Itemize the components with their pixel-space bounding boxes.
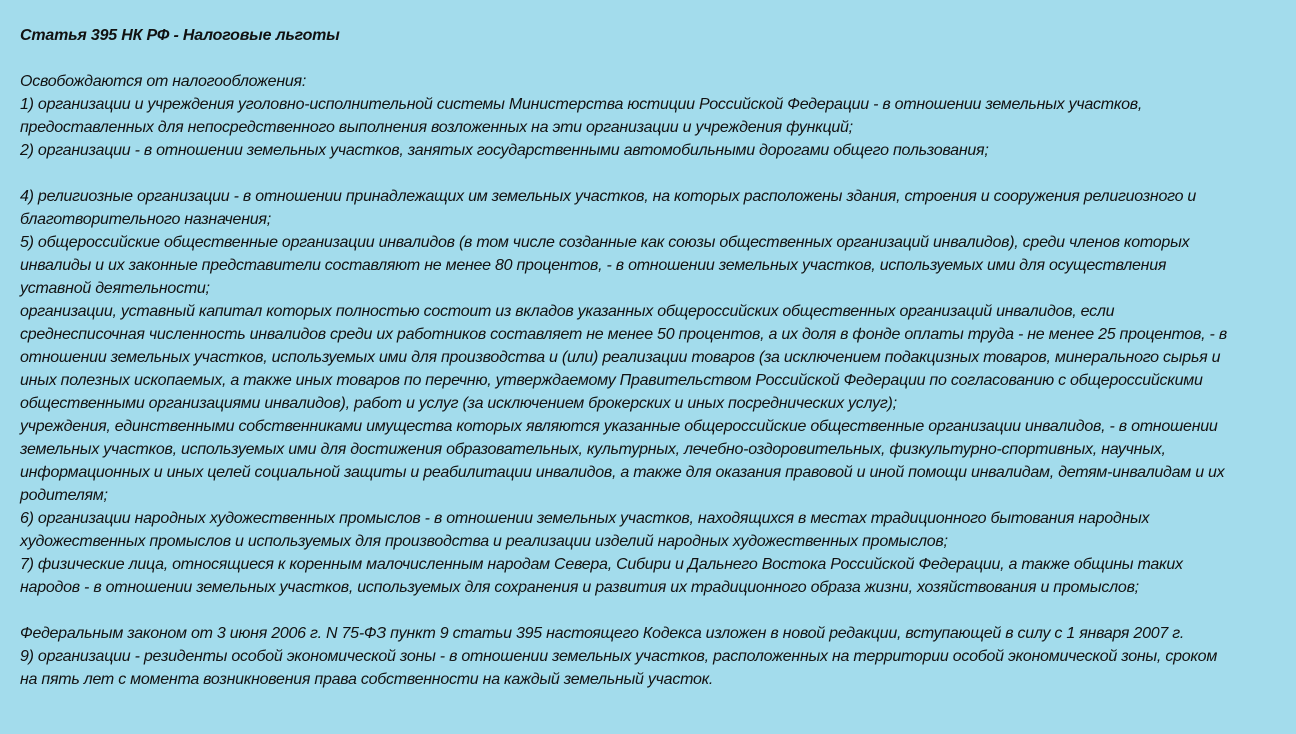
body-line: 5) общероссийские общественные организации инвалидов (в том числе созданные как союзы общественных организаций инвалидов), среди членов которых [20, 234, 1190, 251]
blank-line [20, 162, 1278, 185]
body-line: среднесписочная численность инвалидов среди их работников составляет не менее 50 процентов, а их доля в фонде оплаты труда - не менее 25 процентов, - в [20, 326, 1227, 343]
blank-line [20, 599, 1278, 622]
body-line: на пять лет с момента возникновения права собственности на каждый земельный участок. [20, 671, 714, 688]
body-line: предоставленных для непосредственного выполнения возложенных на эти организации и учреждения функций; [20, 119, 853, 136]
body-line: народов - в отношении земельных участков, используемых для сохранения и развития их традиционного образа жизни, хозяйствования и промыслов; [20, 579, 1139, 596]
body-line: организации, уставный капитал которых полностью состоит из вкладов указанных общероссийских общественных организаций инвалидов, если [20, 303, 1115, 320]
body-line: учреждения, единственными собственниками имущества которых являются указанные общероссийские общественные организации инвалидов, - в отношении [20, 418, 1218, 435]
body-line: 6) организации народных художественных промыслов - в отношении земельных участков, находящихся в местах традиционного бытования народных [20, 510, 1150, 527]
body-line: 7) физические лица, относящиеся к коренным малочисленным народам Севера, Сибири и Дальнего Востока Российской Федерации, а также общины таких [20, 556, 1183, 573]
body-line: иных полезных ископаемых, а также иных товаров по перечню, утверждаемому Правительством Российской Федерации по согласованию с общероссийскими [20, 372, 1203, 389]
body-line: 1) организации и учреждения уголовно-исполнительной системы Министерства юстиции Российской Федерации - в отношении земельных участков, [20, 96, 1143, 113]
body-line: отношении земельных участков, используемых ими для производства и (или) реализации товаров (за исключением подакцизных товаров, минерального сырья и [20, 349, 1221, 366]
body-line: земельных участков, используемых ими для достижения образовательных, культурных, лечебно-оздоровительных, физкультурно-спортивных, научных, [20, 441, 1166, 458]
body-line: общественными организациями инвалидов), работ и услуг (за исключением брокерских и иных посреднических услуг); [20, 395, 897, 412]
body-line: благотворительного назначения; [20, 211, 271, 228]
body-line: Федеральным законом от 3 июня 2006 г. N 75-ФЗ пункт 9 статьи 395 настоящего Кодекса изложен в новой редакции, вступающей в силу с 1 января 2007 г. [20, 625, 1185, 642]
document-title: Статья 395 НК РФ - Налоговые льготы [20, 27, 340, 44]
document-body [20, 70, 1278, 691]
body-line: информационных и иных целей социальной защиты и реабилитации инвалидов, а также для оказания правовой и иной помощи инвалидам, детям-инвалидам и их [20, 464, 1225, 481]
body-line: 9) организации - резиденты особой экономической зоны - в отношении земельных участков, расположенных на территории особой экономической зоны, сроком [20, 648, 1218, 665]
body-line: инвалиды и их законные представители составляют не менее 80 процентов, - в отношении земельных участков, используемых ими для осуществления [20, 257, 1167, 274]
body-line: Освобождаются от налогообложения: [20, 73, 307, 90]
body-line: 2) организации - в отношении земельных участков, занятых государственными автомобильными дорогами общего пользования; [20, 142, 989, 159]
body-line: родителям; [20, 487, 108, 504]
body-line: художественных промыслов и используемых для производства и реализации изделий народных художественных промыслов; [20, 533, 948, 550]
body-line: 4) религиозные организации - в отношении принадлежащих им земельных участков, на которых расположены здания, строения и сооружения религиозного и [20, 188, 1197, 205]
body-line: уставной деятельности; [20, 280, 210, 297]
